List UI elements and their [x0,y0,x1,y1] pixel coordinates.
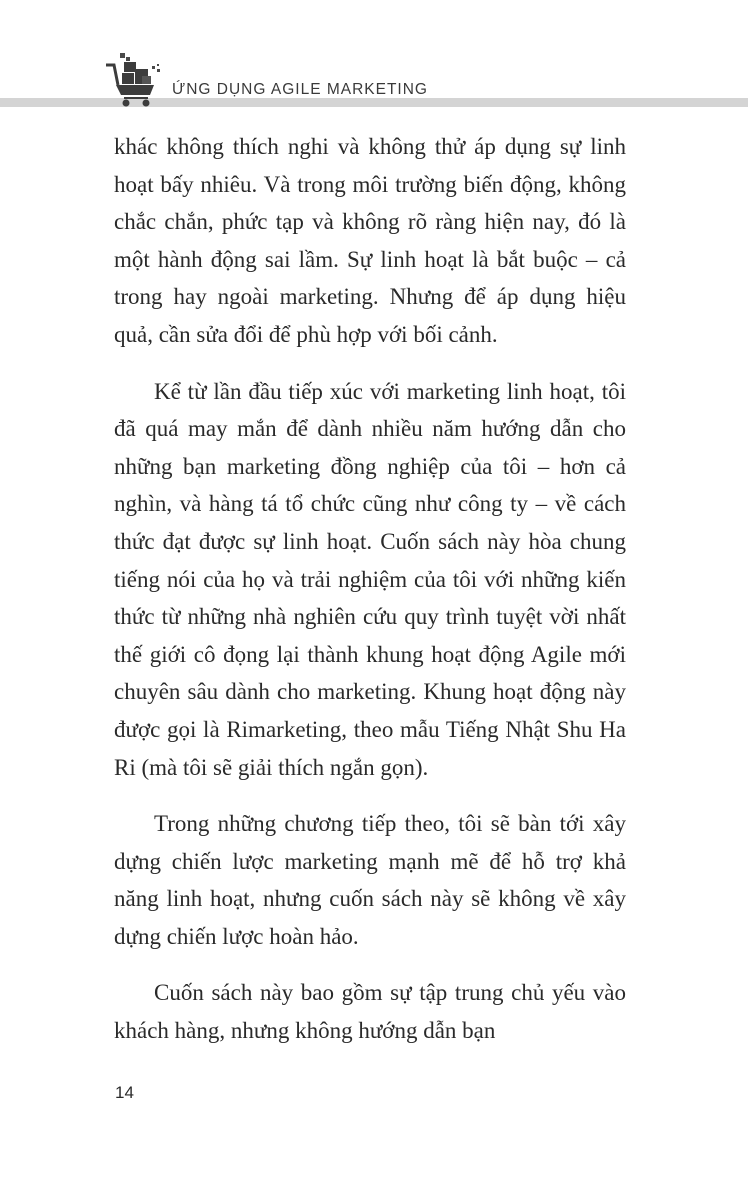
paragraph: Kể từ lần đầu tiếp xúc với marketing linh hoạt, tôi đã quá may mắn để dành nhiều năm hướng dẫn cho những bạn marketing đồng nghiệp của tôi – hơn cả nghìn, và hàng tá tổ chức cũng như công ty – về cách thức đạt được sự linh hoạt. Cuốn sách này hòa chung tiếng nói của họ và trải nghiệm của tôi với những kiến thức từ những nhà nghiên cứu quy trình tuyệt vời nhất thế giới cô đọng lại thành khung hoạt động Agile mới chuyên sâu dành cho marketing. Khung hoạt động này được gọi là Rimarketing, theo mẫu Tiếng Nhật Shu Ha Ri (mà tôi sẽ giải thích ngắn gọn). [114,378,626,780]
body-text [114,128,626,1069]
paragraph: Cuốn sách này bao gồm sự tập trung chủ yếu vào khách hàng, nhưng không hướng dẫn bạn [114,980,626,1044]
shopping-cart-with-boxes-icon [104,45,170,107]
paragraph-continued: khác không thích nghi và không thử áp dụng sự linh hoạt bấy nhiêu. Và trong môi trường biến động, không chắc chắn, phức tạp và không rõ ràng hiện nay, đó là một hành động sai lầm. Sự linh hoạt là bắt buộc – cả trong hay ngoài marketing. Nhưng để áp dụng hiệu quả, cần sửa đổi để phù hợp với bối cảnh. [114,134,626,347]
running-header [0,40,748,110]
paragraph: Trong những chương tiếp theo, tôi sẽ bàn tới xây dựng chiến lược marketing mạnh mẽ để hỗ trợ khả năng linh hoạt, nhưng cuốn sách này sẽ không về xây dựng chiến lược hoàn hảo. [114,811,626,949]
page-number: 14 [115,1083,134,1102]
running-header-title: ỨNG DỤNG AGILE MARKETING [172,81,428,98]
